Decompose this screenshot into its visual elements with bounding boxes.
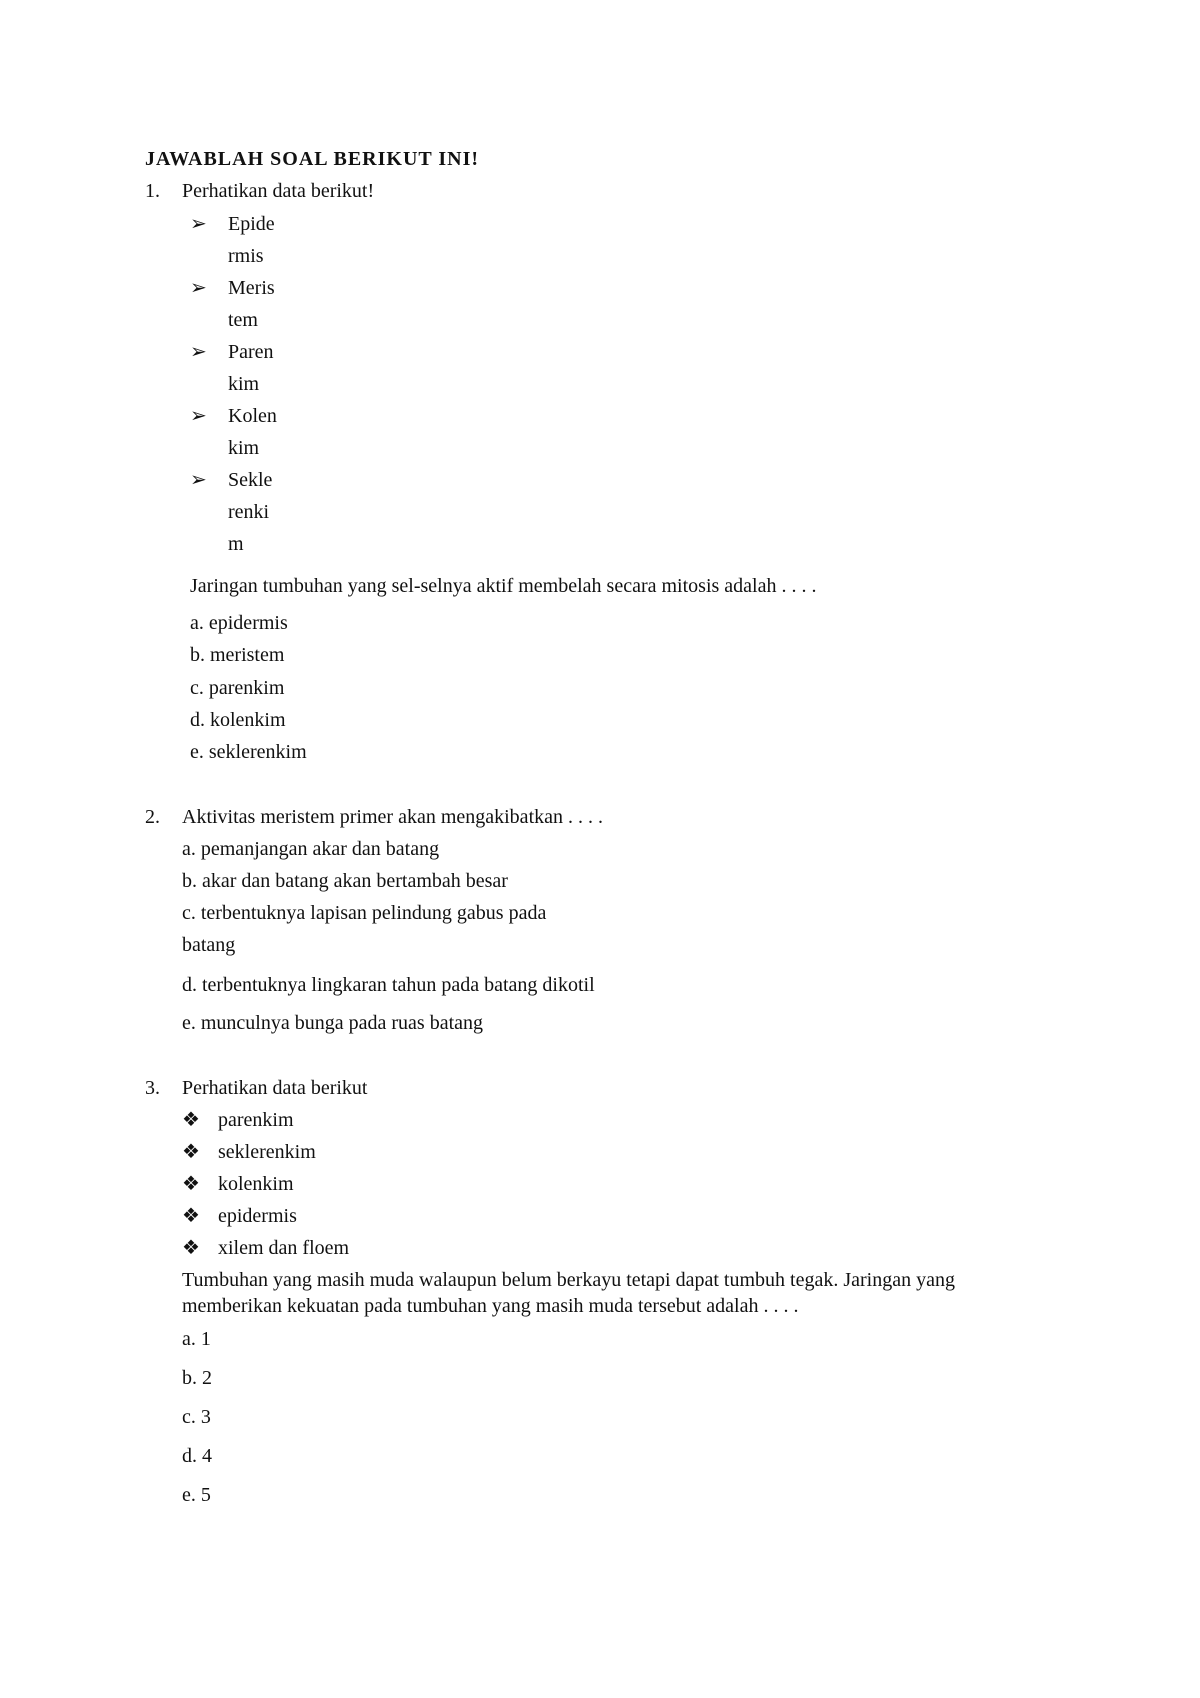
q1-item-2-line-2: tem — [228, 309, 258, 331]
q2-text: Aktivitas meristem primer akan mengakibatkan . . . . — [182, 806, 603, 828]
page-heading: JAWABLAH SOAL BERIKUT INI! — [145, 148, 480, 170]
diamond-bullet-icon: ❖ — [182, 1237, 200, 1259]
q3-option-b: b. 2 — [182, 1367, 212, 1389]
arrowhead-bullet-icon: ➢ — [190, 277, 207, 299]
arrowhead-bullet-icon: ➢ — [190, 405, 207, 427]
q2-number: 2. — [145, 806, 160, 828]
q2-option-d: d. terbentuknya lingkaran tahun pada batang dikotil — [182, 974, 595, 996]
q3-number: 3. — [145, 1077, 160, 1099]
q3-option-e: e. 5 — [182, 1484, 211, 1506]
q3-item-4: epidermis — [218, 1205, 297, 1227]
q2-option-a: a. pemanjangan akar dan batang — [182, 838, 440, 860]
q1-item-2-line-1: Meris — [228, 277, 275, 299]
arrowhead-bullet-icon: ➢ — [190, 213, 207, 235]
q1-item-1-line-1: Epide — [228, 213, 275, 235]
q2-option-c-continued: batang — [182, 934, 236, 956]
q2-option-c: c. terbentuknya lapisan pelindung gabus pada — [182, 902, 547, 924]
q3-question-line-2: memberikan kekuatan pada tumbuhan yang masih muda tersebut adalah . . . . — [182, 1295, 799, 1317]
q1-item-5-line-1: Sekle — [228, 469, 273, 491]
q3-text: Perhatikan data berikut — [182, 1077, 368, 1099]
q1-option-b: b. meristem — [190, 644, 285, 666]
q2-option-b: b. akar dan batang akan bertambah besar — [182, 870, 508, 892]
q2-option-e: e. munculnya bunga pada ruas batang — [182, 1012, 484, 1034]
q1-item-3-line-2: kim — [228, 373, 260, 395]
arrowhead-bullet-icon: ➢ — [190, 341, 207, 363]
diamond-bullet-icon: ❖ — [182, 1109, 200, 1131]
q1-item-4-line-1: Kolen — [228, 405, 277, 427]
q1-option-d: d. kolenkim — [190, 709, 286, 731]
q1-item-5-line-2: renki — [228, 501, 270, 523]
q3-item-3: kolenkim — [218, 1173, 294, 1195]
q3-option-d: d. 4 — [182, 1445, 212, 1467]
q3-option-a: a. 1 — [182, 1328, 211, 1350]
q1-option-a: a. epidermis — [190, 612, 288, 634]
q1-number: 1. — [145, 180, 160, 202]
q3-item-1: parenkim — [218, 1109, 294, 1131]
q1-option-c: c. parenkim — [190, 677, 285, 699]
q3-question-line-1: Tumbuhan yang masih muda walaupun belum berkayu tetapi dapat tumbuh tegak. Jaringan yang — [182, 1269, 955, 1291]
arrowhead-bullet-icon: ➢ — [190, 469, 207, 491]
q3-item-5: xilem dan floem — [218, 1237, 350, 1259]
q1-item-4-line-2: kim — [228, 437, 260, 459]
q3-option-c: c. 3 — [182, 1406, 211, 1428]
q1-item-5-line-3: m — [228, 533, 244, 555]
q1-question: Jaringan tumbuhan yang sel-selnya aktif membelah secara mitosis adalah . . . . — [190, 575, 817, 597]
q1-option-e: e. seklerenkim — [190, 741, 307, 763]
q1-item-1-line-2: rmis — [228, 245, 264, 267]
diamond-bullet-icon: ❖ — [182, 1205, 200, 1227]
q3-item-2: seklerenkim — [218, 1141, 316, 1163]
q1-text: Perhatikan data berikut! — [182, 180, 375, 202]
diamond-bullet-icon: ❖ — [182, 1141, 200, 1163]
diamond-bullet-icon: ❖ — [182, 1173, 200, 1195]
q1-item-3-line-1: Paren — [228, 341, 274, 363]
